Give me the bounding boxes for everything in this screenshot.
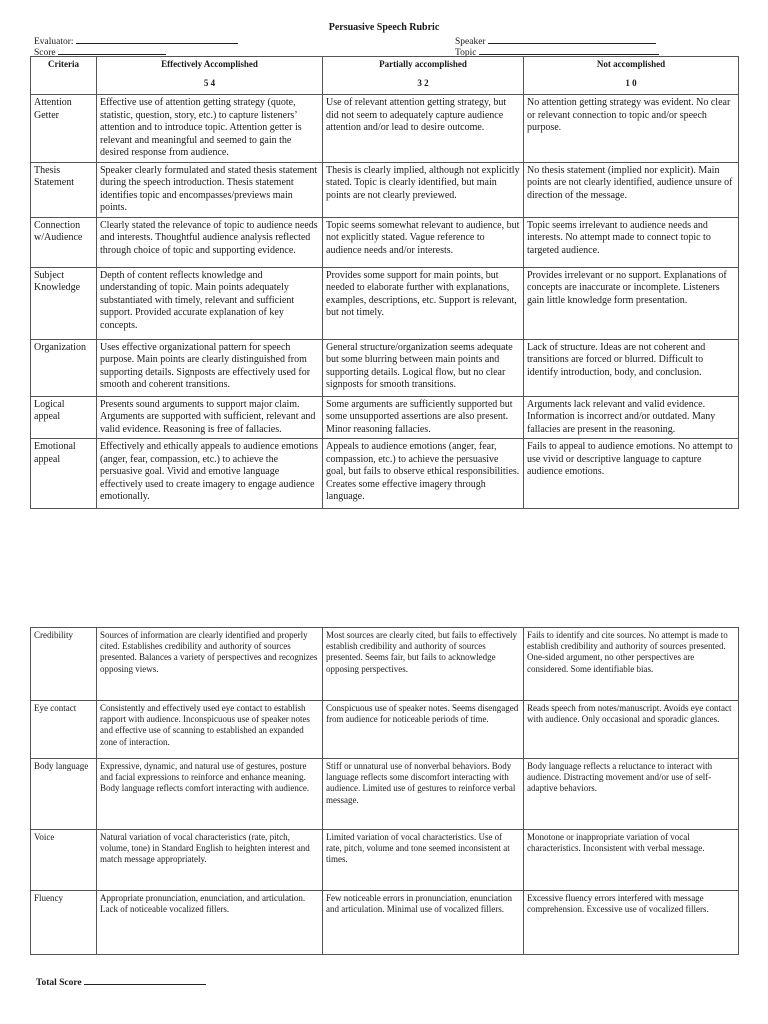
cell-not: Provides irrelevant or no support. Explanations of concepts are inaccurate or incomplete. Listeners gain little knowledge form presentation. — [524, 267, 739, 339]
cell-criteria: Attention Getter — [31, 95, 97, 163]
cell-criteria: Eye contact — [31, 701, 97, 759]
cell-effective: Appropriate pronunciation, enunciation, and articulation. Lack of noticeable vocalized fillers. — [97, 891, 323, 955]
cell-not: Fails to appeal to audience emotions. No attempt to use vivid or descriptive language to capture audience emotions. — [524, 439, 739, 509]
cell-not: No thesis statement (implied nor explicit). Main points are not clearly identified, audience unsure of direction of the message. — [524, 162, 739, 217]
header-partial-points: 3 2 — [417, 78, 429, 89]
cell-partial: Some arguments are sufficiently supported but some unsupported assertions are also present. Minor reasoning fallacies. — [323, 396, 524, 439]
total-score-label: Total Score — [36, 978, 82, 988]
speaker-line — [488, 34, 656, 44]
evaluator-label: Evaluator: — [34, 37, 74, 47]
cell-criteria: Fluency — [31, 891, 97, 955]
header-row — [31, 57, 739, 95]
header-not — [524, 57, 739, 95]
cell-not: Monotone or inappropriate variation of vocal characteristics. Inconsistent with verbal message. — [524, 830, 739, 891]
total-score-field[interactable] — [36, 975, 206, 988]
header-criteria: Criteria — [31, 57, 97, 95]
cell-not: No attention getting strategy was evident. No clear or relevant connection to topic and/or speech purpose. — [524, 95, 739, 163]
document-title: Persuasive Speech Rubric — [328, 22, 440, 33]
cell-criteria: Thesis Statement — [31, 162, 97, 217]
header-effective — [97, 57, 323, 95]
cell-effective: Natural variation of vocal characteristics (rate, pitch, volume, tone) in Standard English to heighten interest and match message appropriately. — [97, 830, 323, 891]
speaker-label: Speaker — [455, 37, 486, 47]
cell-partial: Appeals to audience emotions (anger, fear, compassion, etc.) to achieve the persuasive goal, but fails to observe ethical responsibilities. Creates some effective imagery through language. — [323, 439, 524, 509]
cell-criteria: Credibility — [31, 628, 97, 701]
cell-criteria: Voice — [31, 830, 97, 891]
evaluator-line — [76, 34, 238, 44]
cell-partial: Conspicuous use of speaker notes. Seems disengaged from audience for noticeable periods of time. — [323, 701, 524, 759]
score-line — [58, 45, 166, 55]
cell-not: Excessive fluency errors interfered with message comprehension. Excessive use of vocalized fillers. — [524, 891, 739, 955]
cell-effective: Depth of content reflects knowledge and understanding of topic. Main points adequately substantiated with timely, relevant and sufficient support. Provided accurate explanation of key concepts. — [97, 267, 323, 339]
rubric-table-part-1 — [30, 56, 739, 509]
rubric-row — [31, 439, 739, 509]
total-score-line — [84, 975, 206, 985]
cell-partial: Thesis is clearly implied, although not explicitly stated. Topic is clearly identified, but main points are not clearly previewed. — [323, 162, 524, 217]
header-effective-label: Effectively Accomplished — [161, 59, 258, 69]
topic-line — [479, 45, 659, 55]
rubric-row — [31, 891, 739, 955]
cell-partial: Use of relevant attention getting strategy, but did not seem to adequately capture audience attention and/or lead to desire outcome. — [323, 95, 524, 163]
rubric-row — [31, 759, 739, 830]
cell-not: Reads speech from notes/manuscript. Avoids eye contact with audience. Only occasional and sporadic glances. — [524, 701, 739, 759]
rubric-row — [31, 217, 739, 267]
rubric-row — [31, 628, 739, 701]
cell-effective: Speaker clearly formulated and stated thesis statement during the speech introduction. Thesis statement identifies topic and encompasses/previews main points. — [97, 162, 323, 217]
cell-not: Fails to identify and cite sources. No attempt is made to establish credibility and authority of sources presented. One-sided argument, no other perspectives are considered. Some identifiable bias. — [524, 628, 739, 701]
cell-effective: Expressive, dynamic, and natural use of gestures, posture and facial expressions to reinforce and enhance meaning. Body language reflects comfort interacting with audience. — [97, 759, 323, 830]
rubric-row — [31, 162, 739, 217]
cell-criteria: Logical appeal — [31, 396, 97, 439]
header-not-label: Not accomplished — [596, 59, 666, 69]
cell-effective: Presents sound arguments to support major claim. Arguments are supported with sufficient, relevant and valid evidence. Reasoning is free of fallacies. — [97, 396, 323, 439]
cell-effective: Effective use of attention getting strategy (quote, statistic, question, story, etc.) to capture listeners’ attention and to introduce topic. Attention getter is relevant and meaningful and seemed to gain the desired response from audience. — [97, 95, 323, 163]
cell-effective: Sources of information are clearly identified and properly cited. Establishes credibility and authority of sources presented. Balances a variety of perspectives and recognizes opposing views. — [97, 628, 323, 701]
cell-criteria: Subject Knowledge — [31, 267, 97, 339]
cell-criteria: Body language — [31, 759, 97, 830]
cell-effective: Effectively and ethically appeals to audience emotions (anger, fear, compassion, etc.) to achieve the persuasive goal. Vivid and emotive language effectively used to create imagery to engage audience emotionally. — [97, 439, 323, 509]
rubric-row — [31, 267, 739, 339]
cell-criteria: Connection w/Audience — [31, 217, 97, 267]
cell-not: Topic seems irrelevant to audience needs and interests. No attempt made to connect topic to targeted audience. — [524, 217, 739, 267]
rubric-row — [31, 95, 739, 163]
header-partial-label: Partially accomplished — [379, 59, 467, 69]
cell-criteria: Emotional appeal — [31, 439, 97, 509]
cell-criteria: Organization — [31, 339, 97, 396]
cell-partial: General structure/organization seems adequate but some blurring between main points and supporting details. Logical flow, but no clear signposts for smooth transitions. — [323, 339, 524, 396]
cell-effective: Uses effective organizational pattern for speech purpose. Main points are clearly distinguished from supporting details. Signposts are effectively used for smooth and coherent transitions. — [97, 339, 323, 396]
cell-not: Lack of structure. Ideas are not coherent and transitions are forced or blurred. Difficult to identify introduction, body, and conclusion. — [524, 339, 739, 396]
rubric-table-part-2 — [30, 627, 739, 955]
cell-partial: Stiff or unnatural use of nonverbal behaviors. Body language reflects some discomfort interacting with audience. Limited use of gestures to reinforce verbal message. — [323, 759, 524, 830]
header-not-points: 1 0 — [625, 78, 637, 89]
cell-partial: Most sources are clearly cited, but fails to effectively establish credibility and authority of sources presented. Seems fair, but fails to acknowledge opposing perspectives. — [323, 628, 524, 701]
cell-effective: Clearly stated the relevance of topic to audience needs and interests. Thoughtful audience analysis reflected through choice of topic and supporting evidence. — [97, 217, 323, 267]
cell-effective: Consistently and effectively used eye contact to establish rapport with audience. Inconspicuous use of speaker notes and effective use of scanning to established an expanded zone of interaction. — [97, 701, 323, 759]
rubric-row — [31, 396, 739, 439]
score-label: Score — [34, 48, 56, 58]
rubric-row — [31, 830, 739, 891]
topic-label: Topic — [455, 48, 477, 58]
header-partial — [323, 57, 524, 95]
rubric-row — [31, 701, 739, 759]
cell-not: Body language reflects a reluctance to interact with audience. Distracting movement and/or use of self-adaptive behaviors. — [524, 759, 739, 830]
cell-partial: Limited variation of vocal characteristics. Use of rate, pitch, volume and tone seemed inconsistent at times. — [323, 830, 524, 891]
cell-partial: Few noticeable errors in pronunciation, enunciation and articulation. Minimal use of vocalized fillers. — [323, 891, 524, 955]
cell-partial: Topic seems somewhat relevant to audience, but not explicitly stated. Vague reference to audience needs and/or interests. — [323, 217, 524, 267]
cell-not: Arguments lack relevant and valid evidence. Information is incorrect and/or outdated. Many fallacies are present in the reasoning. — [524, 396, 739, 439]
header-effective-points: 5 4 — [203, 78, 216, 89]
cell-partial: Provides some support for main points, but needed to elaborate further with explanations, examples, descriptions, etc. Support is relevant, but not timely. — [323, 267, 524, 339]
rubric-row — [31, 339, 739, 396]
